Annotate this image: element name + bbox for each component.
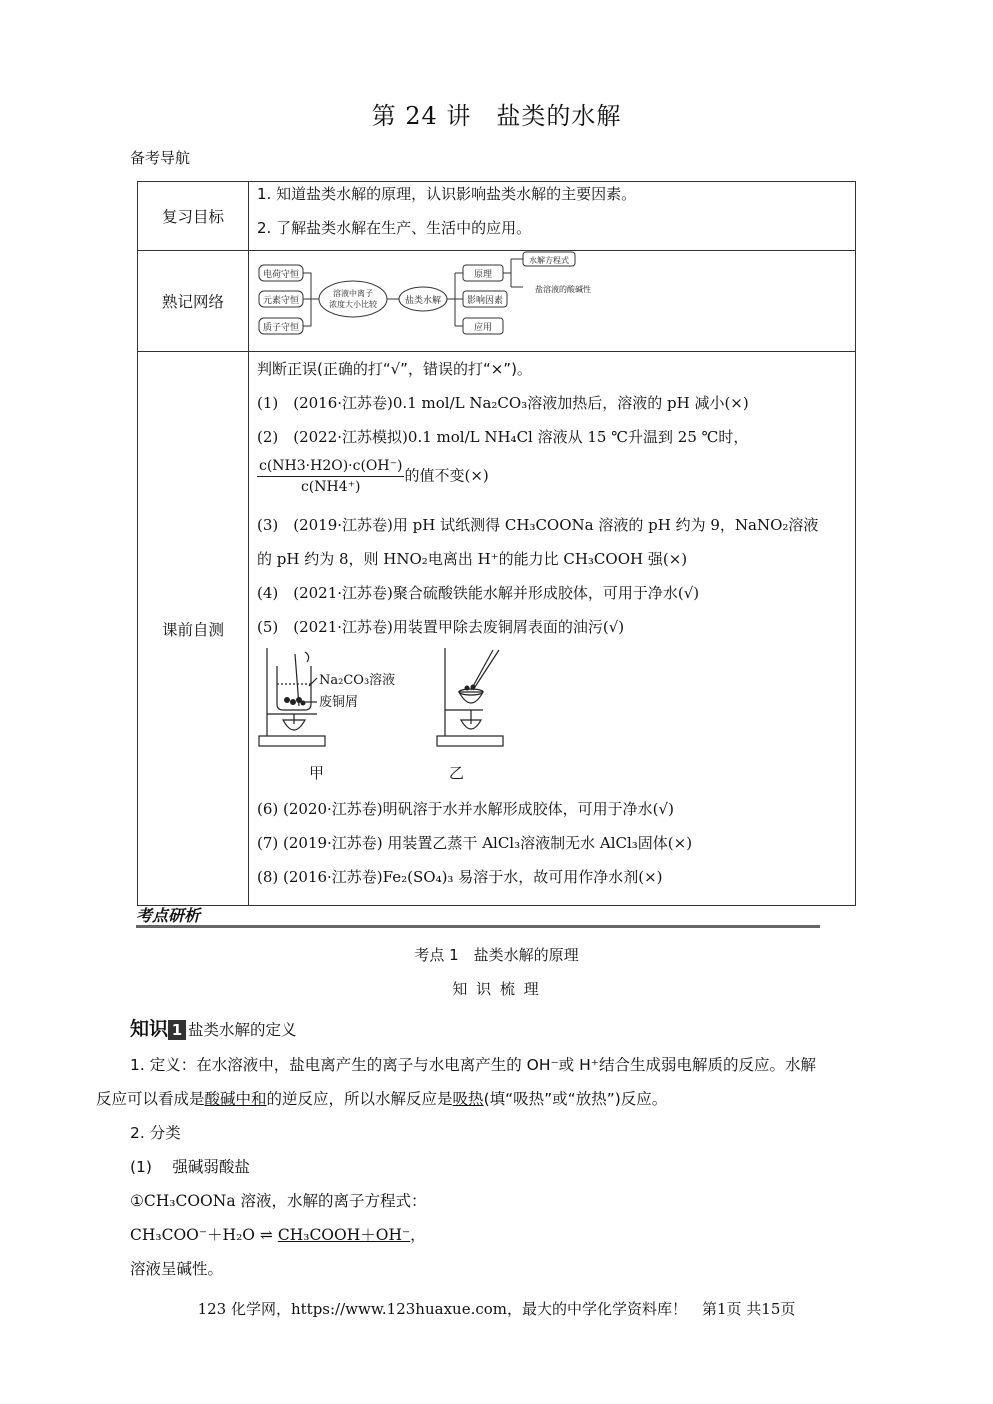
quiz-q7: (7) (2019·江苏卷) 用装置乙蒸干 AlCl₃溶液制无水 AlCl₃固体(×)	[257, 834, 693, 852]
net-left-1: 电荷守恒	[262, 270, 300, 280]
quiz-q2b: 的值不变(×)	[404, 466, 489, 485]
definition	[96, 1048, 900, 1184]
definition-text-a: 反应可以看成是	[96, 1090, 205, 1108]
row-label-goals: 复习目标	[138, 182, 249, 251]
apparatus-label-solution: Na₂CO₃溶液	[319, 673, 396, 688]
net-hub: 盐类水解	[404, 296, 442, 306]
concept-map	[249, 251, 855, 351]
page-footer: 123 化学网，https://www.123huaxue.com，最大的中学化学资料库！ 第1页 共15页	[197, 1300, 796, 1318]
equation-left: CH₃COO⁻＋H₂O	[130, 1226, 255, 1244]
banner-rule	[136, 925, 820, 928]
net-sub-2: 盐溶液的酸碱性	[535, 285, 591, 294]
quiz-q1: (1) (2016·江苏卷)0.1 mol/L Na₂CO₃溶液加热后，溶液的 pH 减小(×)	[257, 394, 749, 412]
knowledge-title: 盐类水解的定义	[188, 1021, 297, 1039]
definition-line-2	[96, 1082, 900, 1116]
knowledge-heading	[130, 1012, 934, 1047]
svg-text:浓度大小比较: 浓度大小比较	[329, 300, 377, 309]
guide-table	[137, 181, 856, 906]
classification-1: (1) 强碱弱酸盐	[130, 1158, 250, 1176]
quiz-q8: (8) (2016·江苏卷)Fe₂(SO₄)₃ 易溶于水，故可用作净水剂(×)	[257, 868, 663, 886]
apparatus-label-copper: 废铜屑	[319, 695, 359, 710]
goal-1: 1. 知道盐类水解的原理，认识影响盐类水解的主要因素。	[257, 185, 637, 203]
quiz-intro: 判断正误(正确的打“√”，错误的打“×”)。	[257, 360, 532, 378]
goal-2: 2. 了解盐类水解在生产、生活中的应用。	[257, 219, 532, 237]
section-title: 考点 1 盐类水解的原理	[414, 946, 579, 964]
quiz-q6: (6) (2020·江苏卷)明矾溶于水并水解形成胶体，可用于净水(√)	[257, 800, 674, 818]
example-block	[130, 1184, 934, 1286]
net-right-2: 影响因素	[466, 296, 504, 306]
network-cell	[249, 251, 856, 352]
net-left-3: 质子守恒	[262, 323, 300, 333]
quiz-cell	[249, 352, 856, 906]
fraction	[257, 458, 404, 495]
apparatus-name-yi: 乙	[449, 764, 465, 782]
equation-right: CH₃COOH＋OH⁻	[277, 1226, 411, 1244]
row-label-network: 熟记网络	[138, 251, 249, 352]
net-right-3: 应用	[473, 323, 493, 333]
definition-text-b: 的逆反应，所以水解反应是	[266, 1090, 453, 1108]
knowledge-badge: 知识	[130, 1018, 169, 1040]
quiz-q2a: (2) (2022·江苏模拟)0.1 mol/L NH₄Cl 溶液从 15 ℃升温到 25 ℃时，	[257, 428, 749, 446]
fraction-denominator: c(NH4⁺)	[300, 479, 361, 495]
equation-end: ，	[410, 1226, 426, 1244]
answer-neutralization: 酸碱中和	[204, 1090, 267, 1108]
knowledge-number: 1	[168, 1020, 186, 1040]
svg-text:溶液中离子: 溶液中离子	[333, 289, 373, 298]
net-right-1: 原理	[473, 270, 493, 280]
solution-result: 溶液呈碱性。	[130, 1260, 224, 1278]
net-left-2: 元素守恒	[262, 296, 300, 306]
section-banner	[136, 903, 820, 925]
apparatus-figure	[257, 644, 847, 782]
hydrolysis-equation	[130, 1218, 934, 1252]
definition-line-1: 1. 定义：在水溶液中，盐电离产生的离子与水电离产生的 OH⁻或 H⁺结合生成弱电解质的反应。水解	[130, 1056, 816, 1074]
quiz-q2-fraction	[257, 454, 847, 508]
answer-endothermic: 吸热	[452, 1090, 484, 1108]
apparatus-name-jia: 甲	[309, 764, 325, 782]
apparatus-drawing	[257, 644, 617, 762]
example-item-1: ①CH₃COONa 溶液，水解的离子方程式：	[130, 1192, 427, 1210]
quiz-q3a: (3) (2019·江苏卷)用 pH 试纸测得 CH₃COONa 溶液的 pH 约为 9，NaNO₂溶液	[257, 516, 819, 534]
nav-label: 备考导航	[130, 149, 191, 167]
classification-heading: 2. 分类	[130, 1124, 181, 1142]
definition-text-c: (填“吸热”或“放热”)反应。	[483, 1090, 668, 1108]
goals-cell	[249, 182, 856, 251]
banner-title: 考点研析	[136, 906, 201, 925]
quiz-q3b: 的 pH 约为 8，则 HNO₂电离出 H⁺的能力比 CH₃COOH 强(×)	[257, 550, 688, 568]
quiz-q5: (5) (2021·江苏卷)用装置甲除去废铜屑表面的油污(√)	[257, 618, 625, 636]
section-subtitle: 知 识 梳 理	[452, 980, 541, 998]
equilibrium-arrow: ⇌	[259, 1226, 273, 1244]
row-label-quiz: 课前自测	[138, 352, 249, 906]
net-sub-1: 水解方程式	[529, 256, 569, 265]
fraction-numerator: c(NH3·H2O)·c(OH⁻)	[257, 458, 404, 477]
page-title: 第 24 讲 盐类的水解	[371, 102, 622, 130]
quiz-q4: (4) (2021·江苏卷)聚合硫酸铁能水解并形成胶体，可用于净水(√)	[257, 584, 700, 602]
